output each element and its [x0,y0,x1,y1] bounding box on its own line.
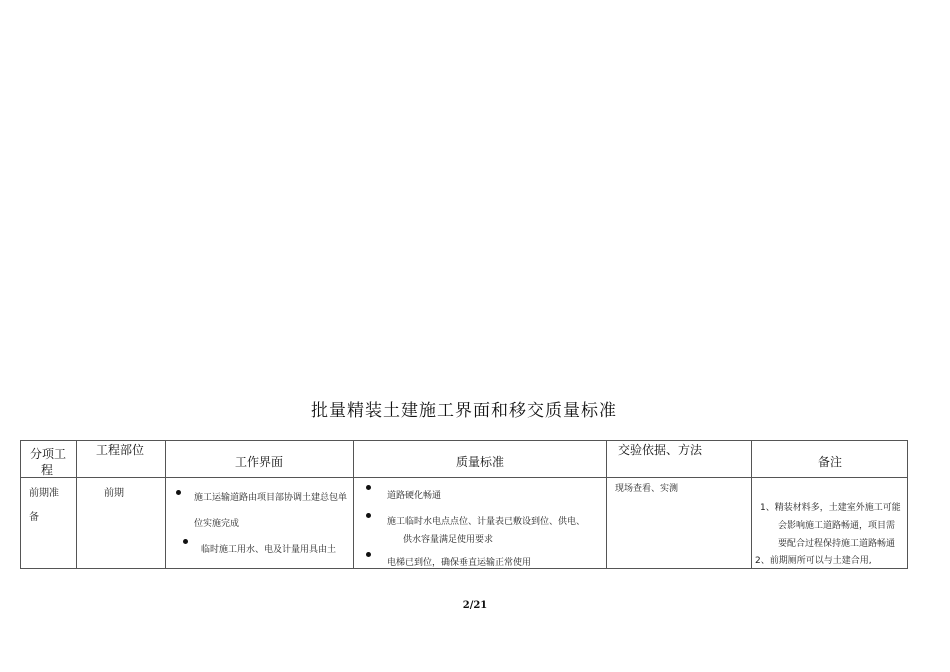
header-remarks-label: 备注 [818,455,843,469]
cell-location [77,478,166,569]
header-subitem [21,441,77,478]
header-remarks [752,441,908,478]
header-inspection-method-label: 交验依据、方法 [618,443,703,457]
header-subitem-line1: 分项工 [30,447,67,461]
bullet-icon [366,552,371,557]
header-work-interface [166,441,354,478]
cell-subitem [21,478,77,569]
cell-work-interface [166,478,354,569]
header-quality-standard-label: 质量标准 [456,455,505,469]
cell-location-text: 前期 [104,488,124,499]
cell-remarks [752,478,908,569]
quality-item-2-line2: 供水容量满足使用要求 [403,535,494,545]
document-title: 批量精装土建施工界面和移交质量标准 [311,401,617,421]
quality-item-2-line1: 施工临时水电点点位、计量表已敷设到位、供电、 [387,517,586,527]
bullet-icon [366,513,371,518]
table-row [21,478,908,569]
quality-item-3: 电梯已到位，确保垂直运输正常使用 [387,558,532,568]
cell-inspection-method [607,478,752,569]
header-inspection-method [607,441,752,478]
header-location-label: 工程部位 [96,443,145,457]
bullet-icon [176,490,181,495]
header-quality-standard [354,441,607,478]
cell-quality-standard [354,478,607,569]
bullet-icon [366,485,371,490]
quality-item-1: 道路硬化畅通 [387,491,442,501]
cell-subitem-line1: 前期准 [29,488,59,499]
header-subitem-line2: 程 [41,463,54,477]
table-header-row [21,441,908,478]
page-number: 2/21 [462,600,488,611]
cell-subitem-line2: 备 [29,512,39,523]
work-item-1-line1: 施工运输道路由项目部协调土建总包单 [194,493,348,503]
bullet-icon [183,539,188,544]
remark-1-line2: 会影响施工道路畅通，项目需 [778,521,896,531]
header-work-interface-label: 工作界面 [235,455,284,469]
work-item-1-line2: 位实施完成 [194,519,240,529]
remark-1-line3: 要配合过程保持施工道路畅通 [778,539,896,549]
inspection-method-text: 现场查看、实测 [615,484,679,494]
remark-1-line1: 1、精装材料多，土建室外施工可能 [760,503,901,513]
standards-table [20,440,908,569]
work-item-2-line1: 临时施工用水、电及计量用具由土 [201,545,337,555]
remark-2-line1: 2、前期厕所可以与土建合用, [755,556,872,566]
header-location [77,441,166,478]
